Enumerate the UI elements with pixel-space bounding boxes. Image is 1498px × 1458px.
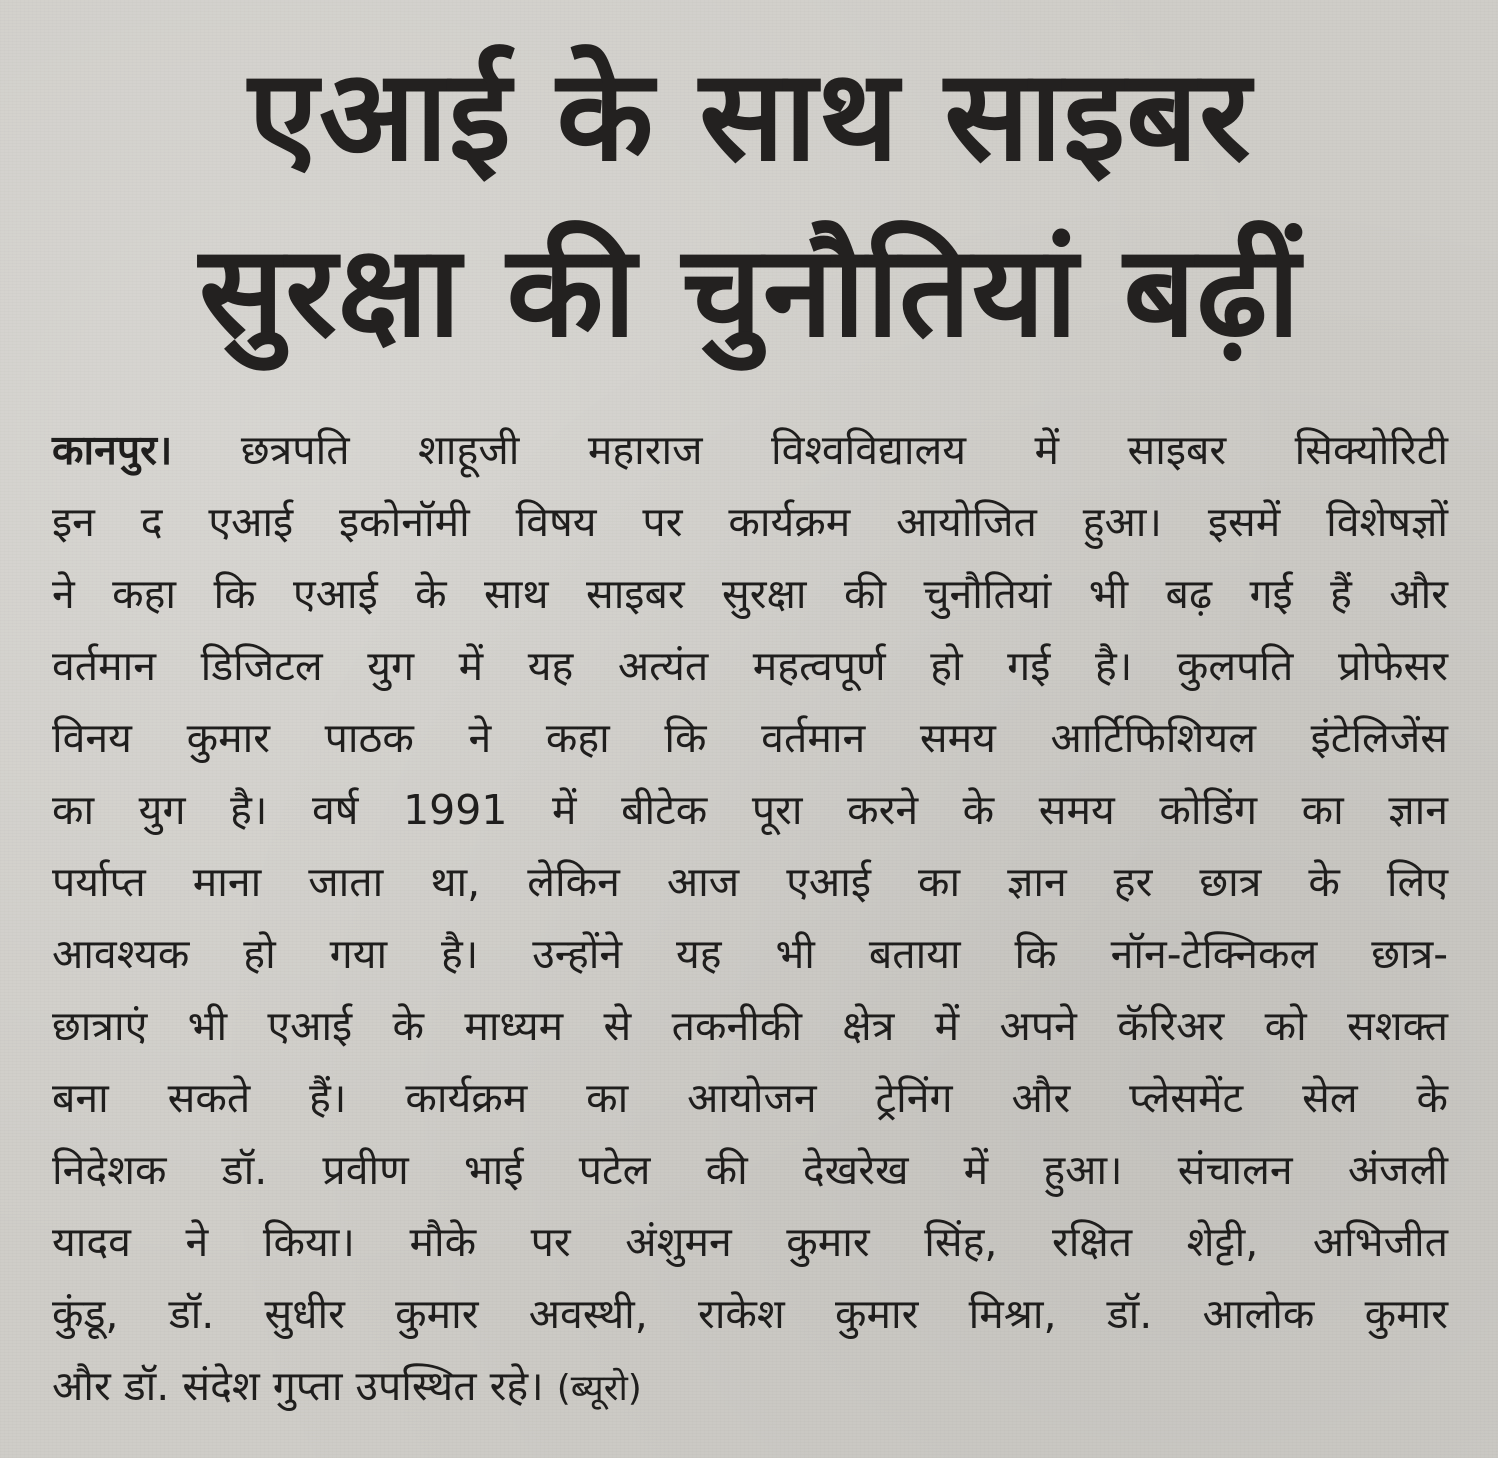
- article-line-13: कुंडू, डॉ. सुधीर कुमार अवस्थी, राकेश कुमार मिश्रा, डॉ. आलोक कुमार: [52, 1290, 1448, 1338]
- article-line-1-text: छत्रपति शाहूजी महाराज विश्वविद्यालय में साइबर सिक्योरिटी: [172, 426, 1448, 474]
- article-line-8: आवश्यक हो गया है। उन्होंने यह भी बताया कि नॉन-टेक्निकल छात्र-: [52, 930, 1448, 978]
- article-line-1: [52, 414, 1448, 486]
- article-line-9: छात्राएं भी एआई के माध्यम से तकनीकी क्षेत्र में अपने कॅरिअर को सशक्त: [52, 1002, 1448, 1050]
- article-body: [52, 414, 1448, 1422]
- headline: [52, 28, 1448, 380]
- article-line-6: का युग है। वर्ष 1991 में बीटेक पूरा करने के समय कोडिंग का ज्ञान: [52, 786, 1448, 834]
- headline-line-1: एआई के साथ साइबर: [248, 42, 1252, 189]
- headline-line-2: सुरक्षा की चुनौतियां बढ़ीं: [199, 218, 1301, 365]
- article-line-14-text: और डॉ. संदेश गुप्ता उपस्थित रहे।: [52, 1362, 544, 1410]
- article-line-4: वर्तमान डिजिटल युग में यह अत्यंत महत्वपूर्ण हो गई है। कुलपति प्रोफेसर: [52, 642, 1448, 690]
- article-line-10: बना सकते हैं। कार्यक्रम का आयोजन ट्रेनिंग और प्लेसमेंट सेल के: [52, 1074, 1448, 1122]
- dateline: कानपुर।: [52, 426, 173, 474]
- article-line-14: [52, 1350, 1448, 1422]
- article-line-2: इन द एआई इकोनॉमी विषय पर कार्यक्रम आयोजित हुआ। इसमें विशेषज्ञों: [52, 498, 1448, 546]
- article-line-11: निदेशक डॉ. प्रवीण भाई पटेल की देखरेख में हुआ। संचालन अंजली: [52, 1146, 1448, 1194]
- article-line-7: पर्याप्त माना जाता था, लेकिन आज एआई का ज्ञान हर छात्र के लिए: [52, 858, 1448, 906]
- article-line-12: यादव ने किया। मौके पर अंशुमन कुमार सिंह, रक्षित शेट्टी, अभिजीत: [52, 1218, 1448, 1266]
- article-line-5: विनय कुमार पाठक ने कहा कि वर्तमान समय आर्टिफिशियल इंटेलिजेंस: [52, 714, 1448, 762]
- bureau-credit: (ब्यूरो): [556, 1368, 642, 1409]
- article-line-3: ने कहा कि एआई के साथ साइबर सुरक्षा की चुनौतियां भी बढ़ गई हैं और: [52, 570, 1448, 618]
